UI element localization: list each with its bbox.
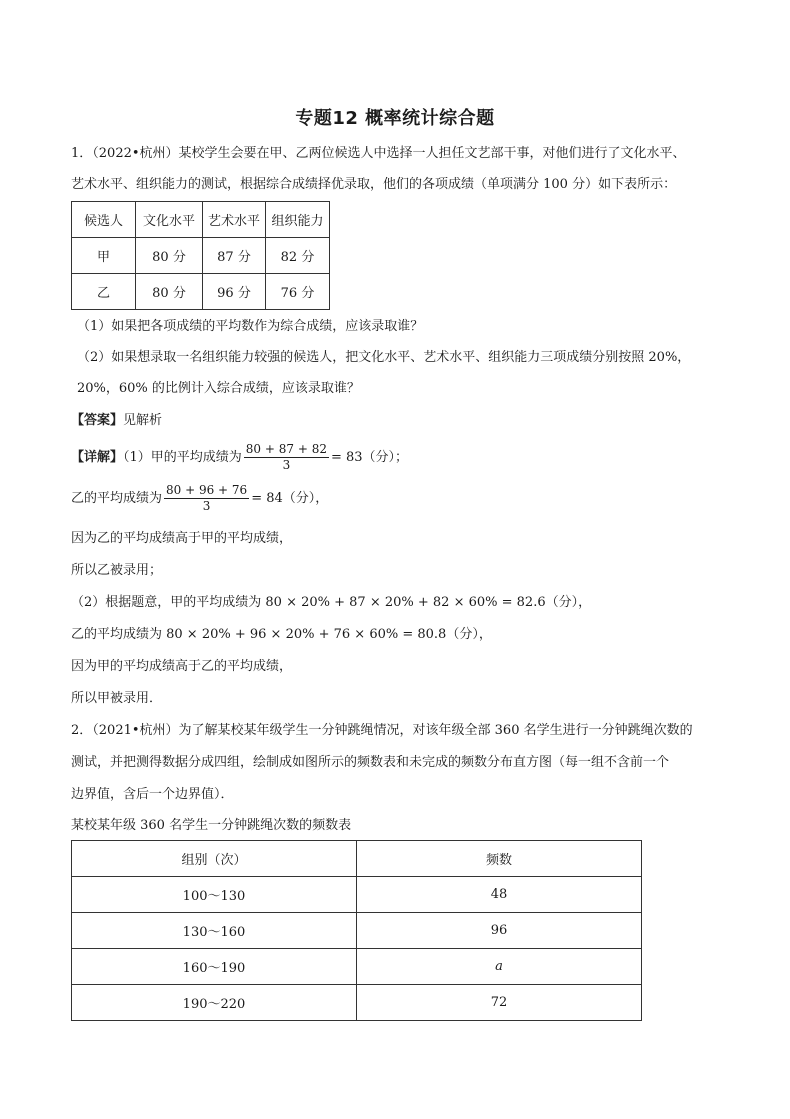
table-header-cell: 频数 [357, 841, 642, 877]
q2-stem-line1: 2．（2021•杭州）为了解某校某年级学生一分钟跳绳情况，对该年级全部 360 名学生进行一分钟跳绳次数的 [71, 723, 693, 738]
q1-detail-line4: 所以乙被录用； [71, 563, 163, 578]
q2-stem-line2: 测试，并把测得数据分成四组，绘制成如图所示的频数表和未完成的频数分布直方图（每一组不含前一个 [71, 755, 670, 770]
table-cell: 76 分 [266, 274, 330, 310]
fraction-numerator: 80 + 96 + 76 [166, 483, 248, 497]
table-row [72, 238, 330, 274]
q1-stem-line1: 1．（2022•杭州）某校学生会要在甲、乙两位候选人中选择一人担任文艺部干事，对他们进行了文化水平、 [71, 146, 686, 161]
table-cell: 乙 [72, 274, 136, 310]
q1-sub-question-1: （1）如果把各项成绩的平均数作为综合成绩，应该录取谁？ [77, 319, 424, 334]
answer-text: 见解析 [123, 413, 163, 428]
fraction-denominator: 3 [202, 499, 211, 513]
q1-answer-line [71, 412, 162, 430]
table-cell: 190～220 [72, 985, 357, 1021]
table-header-cell: 组织能力 [266, 202, 330, 238]
detail-tag: 【详解】 [71, 450, 124, 465]
q1-detail-line7: 因为甲的平均成绩高于乙的平均成绩， [71, 659, 293, 674]
table-row [72, 877, 642, 913]
table-header-cell: 文化水平 [136, 202, 203, 238]
q1-detail-line8: 所以甲被录用． [71, 691, 163, 706]
q1-stem-line2: 艺术水平、组织能力的测试，根据综合成绩择优录取，他们的各项成绩（单项满分 100 分）如下表所示： [71, 177, 677, 192]
fraction [164, 483, 249, 514]
table-cell: 87 分 [203, 238, 266, 274]
fraction-numerator: 80 + 87 + 82 [245, 442, 327, 456]
q1-detail-line3: 因为乙的平均成绩高于甲的平均成绩， [71, 531, 293, 546]
table-cell: 甲 [72, 238, 136, 274]
table-cell: a [357, 949, 642, 985]
q2-stem-line3: 边界值，含后一个边界值）． [71, 787, 234, 802]
table-header-cell: 候选人 [72, 202, 136, 238]
table-row [72, 274, 330, 310]
table-header-row [72, 841, 642, 877]
table-header-row [72, 202, 330, 238]
fraction-denominator: 3 [282, 458, 291, 472]
detail1-prefix: （1）甲的平均成绩为 [123, 450, 242, 465]
fraction [244, 442, 329, 473]
table-cell: 130～160 [72, 913, 357, 949]
detail1-suffix: = 83（分）； [330, 450, 409, 465]
table-cell: 48 [357, 877, 642, 913]
table-cell: 160～190 [72, 949, 357, 985]
q1-sub-question-2-line1: （2）如果想录取一名组织能力较强的候选人，把文化水平、艺术水平、组织能力三项成绩分别按照 20%， [77, 350, 691, 365]
table-cell: 80 分 [136, 274, 203, 310]
q1-detail-line1 [71, 442, 408, 473]
answer-tag: 【答案】 [71, 413, 124, 428]
table-cell: 96 分 [203, 274, 266, 310]
table-header-cell: 组别（次） [72, 841, 357, 877]
table-cell: 100～130 [72, 877, 357, 913]
table-header-cell: 艺术水平 [203, 202, 266, 238]
table-row [72, 949, 642, 985]
table-cell: 80 分 [136, 238, 203, 274]
q1-detail-line5: （2）根据题意，甲的平均成绩为 80 × 20% + 87 × 20% + 82 × 60% = 82.6（分）， [71, 595, 592, 610]
table-cell: 96 [357, 913, 642, 949]
detail2-suffix: = 84（分）， [251, 491, 329, 506]
q1-sub-question-2-line2: 20%，60% 的比例计入综合成绩，应该录取谁？ [77, 381, 360, 396]
q1-detail-line2 [71, 483, 328, 514]
page-title: 专题12 概率统计综合题 [295, 108, 495, 129]
q1-detail-line6: 乙的平均成绩为 80 × 20% + 96 × 20% + 76 × 60% = 80.8（分）， [71, 627, 492, 642]
table-cell: 72 [357, 985, 642, 1021]
q2-frequency-table [71, 840, 642, 1021]
q1-score-table [71, 201, 330, 310]
detail2-prefix: 乙的平均成绩为 [71, 491, 163, 506]
q2-table-caption: 某校某年级 360 名学生一分钟跳绳次数的频数表 [71, 818, 352, 833]
table-cell: 82 分 [266, 238, 330, 274]
table-row [72, 913, 642, 949]
table-row [72, 985, 642, 1021]
